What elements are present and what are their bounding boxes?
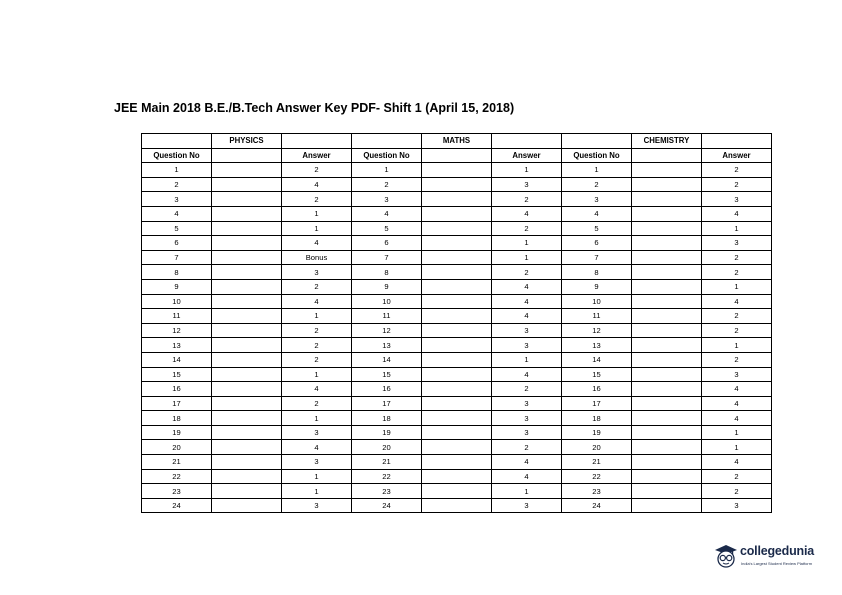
physics-question-cell: 11 [142, 309, 212, 324]
chemistry-blank-cell [632, 265, 702, 280]
maths-question-cell: 2 [352, 177, 422, 192]
chemistry-answer-cell: 3 [702, 498, 772, 513]
chemistry-answer-cell: 3 [702, 367, 772, 382]
chemistry-question-cell: 12 [562, 323, 632, 338]
maths-answer-cell: 1 [492, 250, 562, 265]
chemistry-blank-cell [632, 425, 702, 440]
table-row [142, 163, 772, 178]
physics-question-cell: 10 [142, 294, 212, 309]
physics-question-cell: 19 [142, 425, 212, 440]
physics-question-cell: 20 [142, 440, 212, 455]
maths-question-cell: 18 [352, 411, 422, 426]
chemistry-answer-cell: 4 [702, 411, 772, 426]
chemistry-question-cell: 22 [562, 469, 632, 484]
section-chemistry: CHEMISTRY [632, 134, 702, 149]
physics-blank-cell [212, 279, 282, 294]
table-row [142, 265, 772, 280]
maths-question-cell: 21 [352, 455, 422, 470]
maths-blank-cell [422, 250, 492, 265]
chemistry-question-cell: 2 [562, 177, 632, 192]
table-row [142, 236, 772, 251]
maths-answer-cell: 3 [492, 396, 562, 411]
chemistry-blank-cell [632, 250, 702, 265]
col-header-physics-answer: Answer [282, 148, 352, 163]
maths-blank-cell [422, 382, 492, 397]
table-row [142, 425, 772, 440]
chemistry-blank-cell [632, 323, 702, 338]
maths-question-cell: 19 [352, 425, 422, 440]
table-row [142, 382, 772, 397]
physics-answer-cell: 4 [282, 382, 352, 397]
chemistry-question-cell: 24 [562, 498, 632, 513]
chemistry-answer-cell: 1 [702, 425, 772, 440]
chemistry-blank-cell [632, 382, 702, 397]
physics-question-cell: 4 [142, 206, 212, 221]
maths-blank-cell [422, 294, 492, 309]
physics-answer-cell: 4 [282, 236, 352, 251]
table-row [142, 352, 772, 367]
physics-answer-cell: 2 [282, 192, 352, 207]
chemistry-answer-cell: 4 [702, 206, 772, 221]
physics-answer-cell: 2 [282, 323, 352, 338]
chemistry-answer-cell: 1 [702, 221, 772, 236]
maths-question-cell: 9 [352, 279, 422, 294]
physics-blank-cell [212, 455, 282, 470]
maths-question-cell: 6 [352, 236, 422, 251]
maths-answer-cell: 3 [492, 338, 562, 353]
col-header-physics-question: Question No [142, 148, 212, 163]
physics-answer-cell: 2 [282, 396, 352, 411]
chemistry-blank-cell [632, 484, 702, 499]
maths-blank-cell [422, 221, 492, 236]
physics-question-cell: 21 [142, 455, 212, 470]
chemistry-blank-cell [632, 309, 702, 324]
maths-question-cell: 16 [352, 382, 422, 397]
physics-answer-cell: 1 [282, 484, 352, 499]
physics-blank-cell [212, 367, 282, 382]
maths-blank-cell [422, 236, 492, 251]
physics-blank-cell [212, 469, 282, 484]
physics-answer-cell: 4 [282, 440, 352, 455]
maths-answer-cell: 2 [492, 192, 562, 207]
physics-answer-cell: Bonus [282, 250, 352, 265]
physics-blank-cell [212, 265, 282, 280]
maths-question-cell: 20 [352, 440, 422, 455]
maths-question-cell: 4 [352, 206, 422, 221]
table-row [142, 279, 772, 294]
physics-answer-cell: 1 [282, 469, 352, 484]
maths-blank-cell [422, 338, 492, 353]
maths-answer-cell: 2 [492, 265, 562, 280]
chemistry-answer-cell: 4 [702, 396, 772, 411]
table-row [142, 367, 772, 382]
maths-question-cell: 3 [352, 192, 422, 207]
chemistry-blank-cell [632, 236, 702, 251]
table-row [142, 323, 772, 338]
chemistry-question-cell: 23 [562, 484, 632, 499]
maths-answer-cell: 1 [492, 163, 562, 178]
physics-answer-cell: 2 [282, 338, 352, 353]
table-row [142, 469, 772, 484]
chemistry-question-cell: 7 [562, 250, 632, 265]
chemistry-question-cell: 8 [562, 265, 632, 280]
chemistry-answer-cell: 2 [702, 469, 772, 484]
physics-question-cell: 24 [142, 498, 212, 513]
chemistry-answer-cell: 4 [702, 382, 772, 397]
chemistry-answer-cell: 3 [702, 236, 772, 251]
physics-blank-cell [212, 192, 282, 207]
chemistry-question-cell: 19 [562, 425, 632, 440]
chemistry-answer-cell: 2 [702, 484, 772, 499]
maths-question-cell: 24 [352, 498, 422, 513]
chemistry-blank-cell [632, 192, 702, 207]
chemistry-blank-cell [632, 352, 702, 367]
maths-answer-cell: 4 [492, 469, 562, 484]
chemistry-answer-cell: 2 [702, 177, 772, 192]
maths-blank-cell [422, 440, 492, 455]
table-row [142, 455, 772, 470]
table-row [142, 192, 772, 207]
maths-blank-cell [422, 192, 492, 207]
page-title: JEE Main 2018 B.E./B.Tech Answer Key PDF- Shift 1 (April 15, 2018) [114, 101, 515, 115]
maths-blank-cell [422, 177, 492, 192]
physics-question-cell: 15 [142, 367, 212, 382]
chemistry-question-cell: 14 [562, 352, 632, 367]
maths-blank-cell [422, 367, 492, 382]
chemistry-answer-cell: 4 [702, 455, 772, 470]
maths-answer-cell: 3 [492, 177, 562, 192]
physics-question-cell: 12 [142, 323, 212, 338]
physics-question-cell: 14 [142, 352, 212, 367]
maths-blank-cell [422, 265, 492, 280]
chemistry-answer-cell: 1 [702, 440, 772, 455]
section-maths: MATHS [422, 134, 492, 149]
chemistry-question-cell: 9 [562, 279, 632, 294]
chemistry-question-cell: 5 [562, 221, 632, 236]
chemistry-blank-cell [632, 440, 702, 455]
physics-blank-cell [212, 221, 282, 236]
table-row [142, 338, 772, 353]
physics-question-cell: 17 [142, 396, 212, 411]
maths-question-cell: 10 [352, 294, 422, 309]
physics-blank-cell [212, 440, 282, 455]
physics-blank-cell [212, 177, 282, 192]
physics-answer-cell: 1 [282, 411, 352, 426]
table-row [142, 484, 772, 499]
maths-question-cell: 15 [352, 367, 422, 382]
chemistry-blank-cell [632, 367, 702, 382]
maths-answer-cell: 4 [492, 294, 562, 309]
answer-key-table [141, 133, 772, 513]
physics-answer-cell: 2 [282, 279, 352, 294]
physics-blank-cell [212, 163, 282, 178]
physics-blank-cell [212, 498, 282, 513]
physics-answer-cell: 2 [282, 352, 352, 367]
maths-blank-cell [422, 484, 492, 499]
physics-question-cell: 7 [142, 250, 212, 265]
chemistry-question-cell: 21 [562, 455, 632, 470]
physics-answer-cell: 3 [282, 498, 352, 513]
chemistry-blank-cell [632, 338, 702, 353]
chemistry-blank-cell [632, 206, 702, 221]
chemistry-question-cell: 6 [562, 236, 632, 251]
maths-answer-cell: 4 [492, 309, 562, 324]
physics-answer-cell: 3 [282, 265, 352, 280]
physics-answer-cell: 3 [282, 455, 352, 470]
chemistry-question-cell: 3 [562, 192, 632, 207]
physics-question-cell: 8 [142, 265, 212, 280]
chemistry-blank-cell [632, 279, 702, 294]
chemistry-blank-cell [632, 455, 702, 470]
chemistry-question-cell: 16 [562, 382, 632, 397]
chemistry-answer-cell: 3 [702, 192, 772, 207]
maths-answer-cell: 3 [492, 323, 562, 338]
maths-blank-cell [422, 206, 492, 221]
col-header-maths-answer: Answer [492, 148, 562, 163]
physics-answer-cell: 4 [282, 177, 352, 192]
maths-answer-cell: 4 [492, 455, 562, 470]
chemistry-question-cell: 10 [562, 294, 632, 309]
maths-question-cell: 22 [352, 469, 422, 484]
chemistry-answer-cell: 2 [702, 352, 772, 367]
maths-question-cell: 11 [352, 309, 422, 324]
physics-question-cell: 6 [142, 236, 212, 251]
col-header-chemistry-answer: Answer [702, 148, 772, 163]
physics-question-cell: 1 [142, 163, 212, 178]
chemistry-blank-cell [632, 396, 702, 411]
table-row [142, 294, 772, 309]
table-row [142, 250, 772, 265]
chemistry-answer-cell: 2 [702, 250, 772, 265]
chemistry-question-cell: 13 [562, 338, 632, 353]
section-physics: PHYSICS [212, 134, 282, 149]
maths-question-cell: 14 [352, 352, 422, 367]
physics-answer-cell: 1 [282, 221, 352, 236]
chemistry-blank-cell [632, 469, 702, 484]
physics-blank-cell [212, 294, 282, 309]
physics-blank-cell [212, 338, 282, 353]
chemistry-question-cell: 17 [562, 396, 632, 411]
maths-question-cell: 12 [352, 323, 422, 338]
chemistry-answer-cell: 2 [702, 323, 772, 338]
physics-answer-cell: 1 [282, 367, 352, 382]
table-row [142, 206, 772, 221]
chemistry-answer-cell: 2 [702, 309, 772, 324]
physics-question-cell: 22 [142, 469, 212, 484]
maths-question-cell: 7 [352, 250, 422, 265]
table-row [142, 309, 772, 324]
maths-answer-cell: 4 [492, 367, 562, 382]
maths-answer-cell: 1 [492, 236, 562, 251]
maths-blank-cell [422, 498, 492, 513]
chemistry-question-cell: 1 [562, 163, 632, 178]
maths-answer-cell: 1 [492, 484, 562, 499]
chemistry-blank-cell [632, 163, 702, 178]
physics-blank-cell [212, 411, 282, 426]
maths-blank-cell [422, 455, 492, 470]
maths-blank-cell [422, 396, 492, 411]
mascot-icon [712, 541, 742, 571]
maths-blank-cell [422, 352, 492, 367]
maths-answer-cell: 3 [492, 425, 562, 440]
table-row [142, 221, 772, 236]
physics-blank-cell [212, 236, 282, 251]
maths-question-cell: 1 [352, 163, 422, 178]
maths-blank-cell [422, 469, 492, 484]
chemistry-blank-cell [632, 177, 702, 192]
chemistry-answer-cell: 1 [702, 338, 772, 353]
maths-question-cell: 23 [352, 484, 422, 499]
physics-answer-cell: 4 [282, 294, 352, 309]
table-row [142, 411, 772, 426]
physics-blank-cell [212, 396, 282, 411]
table-row [142, 498, 772, 513]
chemistry-blank-cell [632, 411, 702, 426]
physics-blank-cell [212, 382, 282, 397]
maths-question-cell: 5 [352, 221, 422, 236]
chemistry-blank-cell [632, 498, 702, 513]
physics-blank-cell [212, 323, 282, 338]
physics-question-cell: 16 [142, 382, 212, 397]
maths-question-cell: 13 [352, 338, 422, 353]
maths-answer-cell: 4 [492, 279, 562, 294]
chemistry-question-cell: 11 [562, 309, 632, 324]
chemistry-answer-cell: 2 [702, 265, 772, 280]
maths-blank-cell [422, 279, 492, 294]
maths-blank-cell [422, 309, 492, 324]
physics-question-cell: 2 [142, 177, 212, 192]
physics-question-cell: 23 [142, 484, 212, 499]
maths-question-cell: 8 [352, 265, 422, 280]
logo-tagline: India's Largest Student Review Platform [741, 561, 813, 566]
maths-blank-cell [422, 163, 492, 178]
physics-blank-cell [212, 309, 282, 324]
maths-question-cell: 17 [352, 396, 422, 411]
maths-answer-cell: 1 [492, 352, 562, 367]
maths-answer-cell: 4 [492, 206, 562, 221]
chemistry-answer-cell: 4 [702, 294, 772, 309]
physics-blank-cell [212, 206, 282, 221]
physics-blank-cell [212, 352, 282, 367]
physics-blank-cell [212, 250, 282, 265]
chemistry-answer-cell: 2 [702, 163, 772, 178]
maths-answer-cell: 3 [492, 498, 562, 513]
physics-question-cell: 9 [142, 279, 212, 294]
physics-answer-cell: 1 [282, 309, 352, 324]
chemistry-question-cell: 4 [562, 206, 632, 221]
table-row [142, 440, 772, 455]
physics-blank-cell [212, 484, 282, 499]
chemistry-answer-cell: 1 [702, 279, 772, 294]
maths-blank-cell [422, 411, 492, 426]
physics-answer-cell: 1 [282, 206, 352, 221]
table-row [142, 396, 772, 411]
physics-question-cell: 3 [142, 192, 212, 207]
physics-question-cell: 18 [142, 411, 212, 426]
maths-answer-cell: 2 [492, 221, 562, 236]
col-header-maths-question: Question No [352, 148, 422, 163]
chemistry-question-cell: 20 [562, 440, 632, 455]
col-header-chemistry-question: Question No [562, 148, 632, 163]
section-header-row [142, 134, 772, 149]
physics-question-cell: 5 [142, 221, 212, 236]
maths-answer-cell: 3 [492, 411, 562, 426]
chemistry-blank-cell [632, 294, 702, 309]
maths-blank-cell [422, 425, 492, 440]
table-row [142, 177, 772, 192]
physics-answer-cell: 3 [282, 425, 352, 440]
chemistry-question-cell: 15 [562, 367, 632, 382]
maths-answer-cell: 2 [492, 382, 562, 397]
physics-question-cell: 13 [142, 338, 212, 353]
collegedunia-logo [712, 541, 822, 571]
physics-blank-cell [212, 425, 282, 440]
maths-blank-cell [422, 323, 492, 338]
maths-answer-cell: 2 [492, 440, 562, 455]
chemistry-question-cell: 18 [562, 411, 632, 426]
chemistry-blank-cell [632, 221, 702, 236]
logo-brand: collegedunia [740, 544, 815, 558]
column-header-row [142, 148, 772, 163]
physics-answer-cell: 2 [282, 163, 352, 178]
